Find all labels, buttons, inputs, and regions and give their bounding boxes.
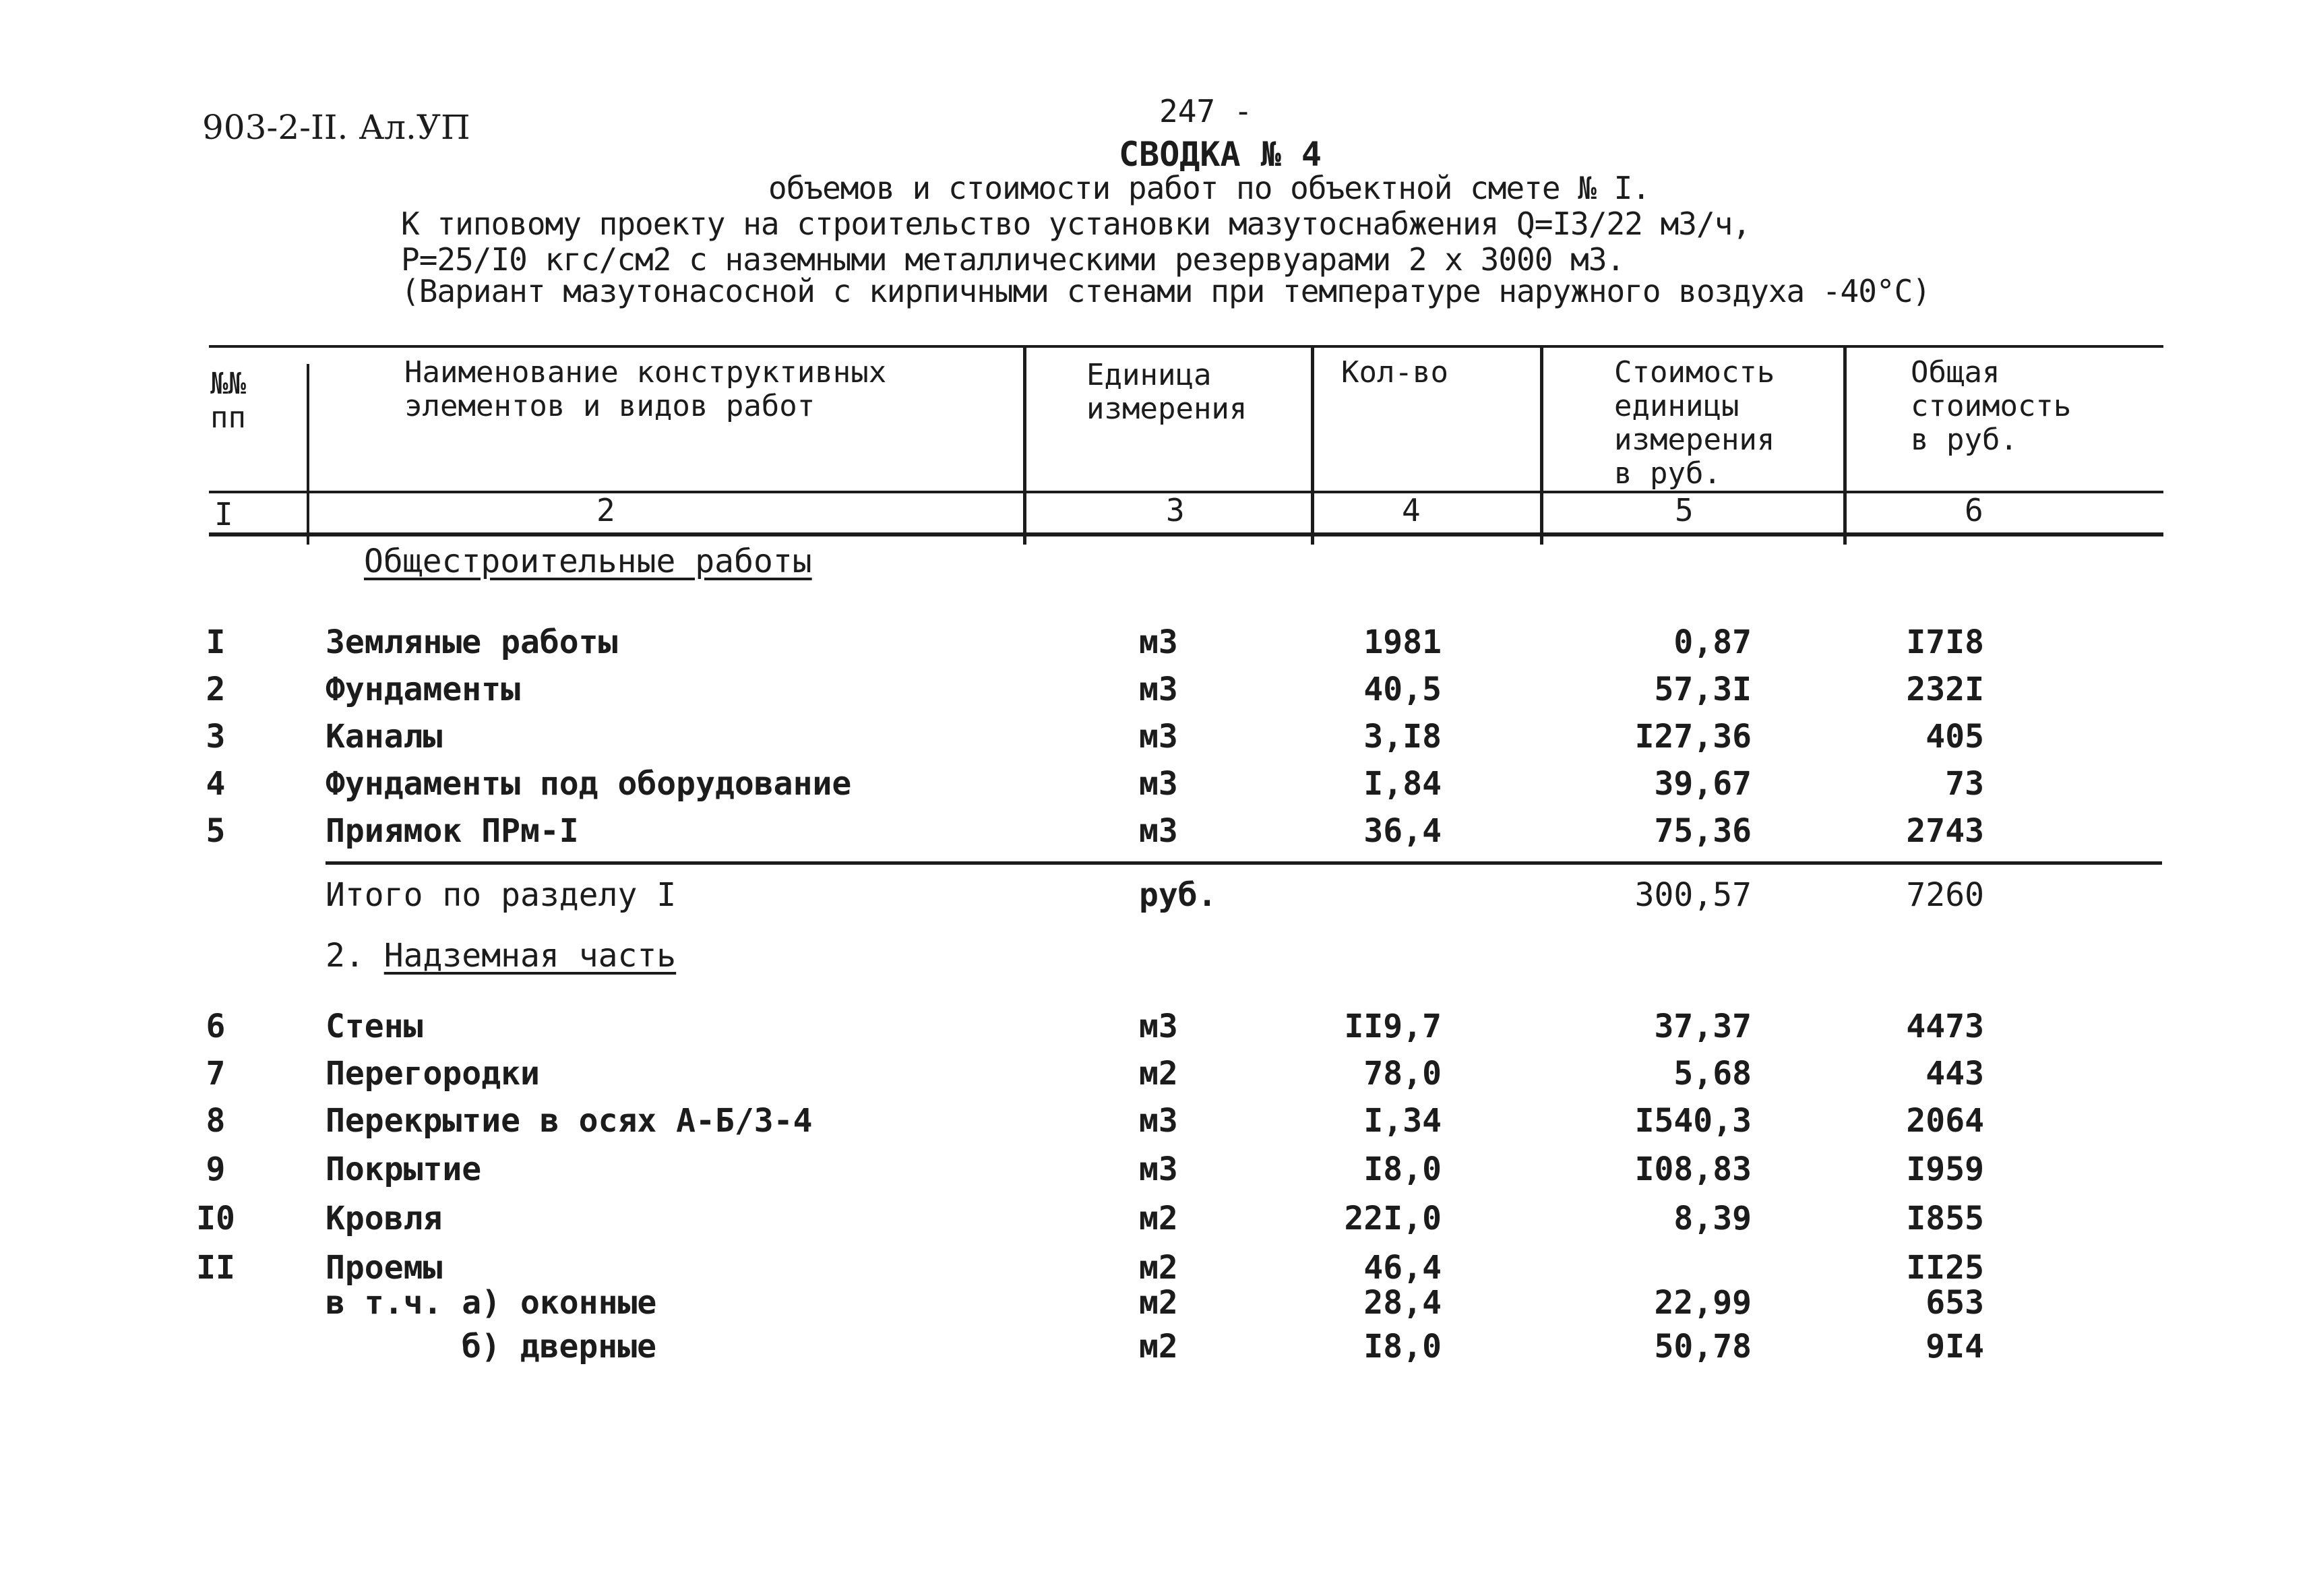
row-unit: м2 <box>1139 1328 1178 1365</box>
table-top-rule <box>209 345 2163 348</box>
row-name: Земляные работы <box>326 623 618 661</box>
table-row <box>0 1055 2311 1095</box>
row-total: 443 <box>1925 1055 1984 1093</box>
row-total: II25 <box>1906 1249 1984 1287</box>
row-price: 39,67 <box>1654 765 1752 803</box>
column-number-5: 5 <box>1675 492 1694 528</box>
section-2-title: 2. Надземная часть <box>326 937 677 975</box>
column-number-2: 2 <box>596 492 615 528</box>
row-unit: м3 <box>1139 718 1178 756</box>
col-divider-4 <box>1540 345 1543 545</box>
row-total: I855 <box>1906 1200 1984 1237</box>
table-row <box>0 765 2311 805</box>
row-unit: м2 <box>1139 1200 1178 1237</box>
document-code: 903-2-II. Ал.УП <box>202 108 470 147</box>
column-number-rule <box>209 532 2163 536</box>
row-name: Покрытие <box>326 1150 482 1188</box>
total-unit: руб. <box>1139 876 1217 914</box>
row-price: 50,78 <box>1654 1328 1752 1365</box>
header-unit: Единица измерения <box>1086 358 1247 426</box>
row-number: 9 <box>206 1150 226 1188</box>
row-number: 3 <box>206 718 226 756</box>
row-name: Перегородки <box>326 1055 540 1093</box>
header-divider-rule <box>209 491 2163 493</box>
header-qty: Кол-во <box>1341 355 1448 390</box>
row-qty: I8,0 <box>1363 1150 1442 1188</box>
row-total: I959 <box>1906 1150 1984 1188</box>
page-number: 247 - <box>1159 93 1253 129</box>
row-total: 73 <box>1945 765 1984 803</box>
row-unit: м3 <box>1139 1150 1178 1188</box>
row-unit: м3 <box>1139 1008 1178 1045</box>
row-name: Каналы <box>326 718 443 756</box>
col-divider-5 <box>1843 345 1847 545</box>
row-number: 6 <box>206 1008 226 1045</box>
row-name: Фундаменты под оборудование <box>326 765 852 803</box>
row-total: 2743 <box>1906 812 1984 850</box>
row-price: I540,3 <box>1634 1102 1752 1140</box>
table-row <box>0 1008 2311 1048</box>
row-total: 232I <box>1906 671 1984 708</box>
row-unit: м3 <box>1139 623 1178 661</box>
total-value: 7260 <box>1906 876 1984 914</box>
row-qty: 36,4 <box>1363 812 1442 850</box>
table-row <box>0 1284 2311 1324</box>
row-total: 653 <box>1925 1284 1984 1322</box>
row-price: 75,36 <box>1654 812 1752 850</box>
col-divider-1 <box>307 364 309 545</box>
row-name: Приямок ПРм-I <box>326 812 579 850</box>
row-total: I7I8 <box>1906 623 1984 661</box>
total-price: 300,57 <box>1634 876 1752 914</box>
row-name: Стены <box>326 1008 423 1045</box>
subtitle-line-2: К типовому проекту на строительство установки мазутоснабжения Q=I3/22 м3/ч, <box>401 206 1751 242</box>
row-price: I08,83 <box>1634 1150 1752 1188</box>
row-qty: I8,0 <box>1363 1328 1442 1365</box>
subtitle-line-4: (Вариант мазутонасосной с кирпичными стенами при температуре наружного воздуха -40°С) <box>401 273 1931 309</box>
row-name: Перекрытие в осях А-Б/3-4 <box>326 1102 813 1140</box>
row-qty: 22I,0 <box>1344 1200 1442 1237</box>
row-number: 5 <box>206 812 226 850</box>
header-num: №№ пп <box>210 367 246 435</box>
row-unit: м3 <box>1139 671 1178 708</box>
row-name: б) дверные <box>462 1328 656 1365</box>
document-title: СВОДКА № 4 <box>1119 135 1322 174</box>
row-name: Проемы <box>326 1249 443 1287</box>
row-total: 4473 <box>1906 1008 1984 1045</box>
section-1-total-rule <box>326 861 2162 865</box>
row-name: Кровля <box>326 1200 443 1237</box>
header-total: Общая стоимость в руб. <box>1911 355 2072 457</box>
row-unit: м3 <box>1139 812 1178 850</box>
row-qty: II9,7 <box>1344 1008 1442 1045</box>
table-row <box>0 1102 2311 1142</box>
row-unit: м2 <box>1139 1284 1178 1322</box>
row-unit: м3 <box>1139 1102 1178 1140</box>
row-total: 9I4 <box>1925 1328 1984 1365</box>
row-price: 0,87 <box>1673 623 1752 661</box>
table-row <box>0 1328 2311 1368</box>
column-number-4: 4 <box>1402 492 1421 528</box>
row-number: I0 <box>196 1200 235 1237</box>
row-qty: 28,4 <box>1363 1284 1442 1322</box>
column-number-6: 6 <box>1965 492 1983 528</box>
row-qty: 78,0 <box>1363 1055 1442 1093</box>
table-row <box>0 1150 2311 1191</box>
subtitle-line-3: P=25/I0 кгс/см2 с наземными металлическими резервуарами 2 х 3000 м3. <box>401 241 1625 278</box>
row-unit: м2 <box>1139 1055 1178 1093</box>
row-unit: м2 <box>1139 1249 1178 1287</box>
row-qty: I,34 <box>1363 1102 1442 1140</box>
row-number: I <box>206 623 226 661</box>
row-qty: I,84 <box>1363 765 1442 803</box>
row-number: 2 <box>206 671 226 708</box>
table-row <box>0 1200 2311 1240</box>
table-row <box>0 718 2311 758</box>
row-price: 57,3I <box>1654 671 1752 708</box>
header-unit-price: Стоимость единицы измерения в руб. <box>1614 355 1775 491</box>
section-1-title: Общестроительные работы <box>364 543 812 580</box>
col-divider-3 <box>1311 345 1314 545</box>
section-1-total-row <box>0 876 2311 917</box>
table-row <box>0 1249 2311 1289</box>
row-total: 2064 <box>1906 1102 1984 1140</box>
row-qty: 46,4 <box>1363 1249 1442 1287</box>
row-price: 8,39 <box>1673 1200 1752 1237</box>
row-name: в т.ч. а) оконные <box>326 1284 657 1322</box>
header-name: Наименование конструктивных элементов и видов работ <box>404 355 887 423</box>
row-qty: 3,I8 <box>1363 718 1442 756</box>
row-qty: 40,5 <box>1363 671 1442 708</box>
table-row <box>0 812 2311 853</box>
row-unit: м3 <box>1139 765 1178 803</box>
subtitle-line-1: объемов и стоимости работ по объектной смете № I. <box>768 170 1651 206</box>
table-row <box>0 623 2311 664</box>
row-qty: 1981 <box>1363 623 1442 661</box>
row-price: I27,36 <box>1634 718 1752 756</box>
row-price: 22,99 <box>1654 1284 1752 1322</box>
col-divider-2 <box>1023 345 1026 545</box>
row-price: 37,37 <box>1654 1008 1752 1045</box>
row-number: 4 <box>206 765 226 803</box>
row-price: 5,68 <box>1673 1055 1752 1093</box>
table-row <box>0 671 2311 711</box>
row-name: Фундаменты <box>326 671 520 708</box>
row-total: 405 <box>1925 718 1984 756</box>
row-number: 7 <box>206 1055 226 1093</box>
total-label: Итого по разделу I <box>326 876 677 914</box>
row-number: II <box>196 1249 235 1287</box>
column-number-1: I <box>214 496 233 532</box>
column-number-3: 3 <box>1166 492 1185 528</box>
row-number: 8 <box>206 1102 226 1140</box>
